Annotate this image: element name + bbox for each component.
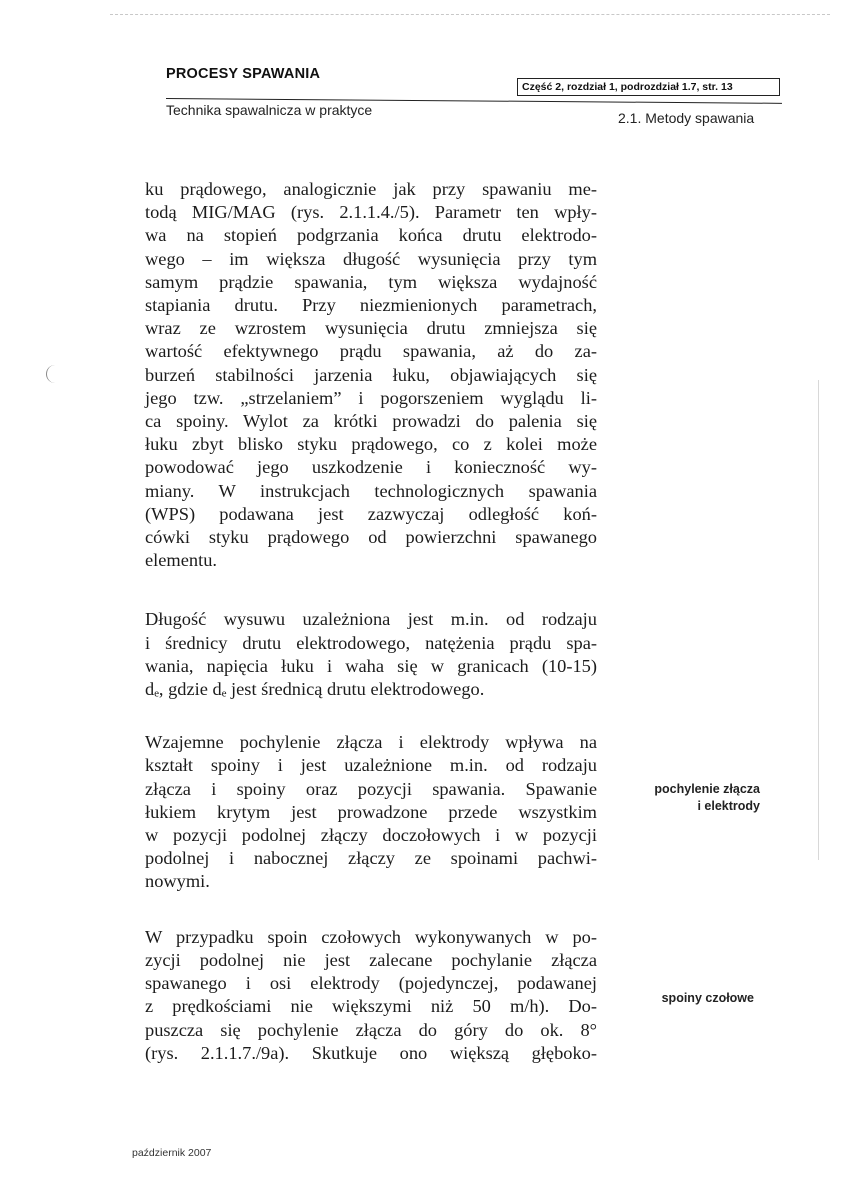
text-line: Długość wysuwu uzależniona jest m.in. od rodzaju <box>145 609 597 630</box>
text-line: z prędkościami nie większymi niż 50 m/h). Do- <box>145 996 597 1017</box>
paragraph-butt-welds <box>145 926 597 1065</box>
scan-artifact-line <box>110 14 830 15</box>
text-line: kształt spoiny i jest uzależnione m.in. od rodzaju <box>145 755 597 776</box>
section-reference-box: Część 2, rozdział 1, podrozdział 1.7, str. 13 <box>517 78 780 96</box>
text-line: wraz ze wzrostem wysunięcia drutu zmniejsza się <box>145 318 597 339</box>
text-line: dₑ, gdzie dₑ jest średnicą drutu elektrodowego. <box>145 679 485 700</box>
footer-date: październik 2007 <box>132 1147 212 1159</box>
text-line: łukiem krytym jest prowadzone przede wszystkim <box>145 801 597 822</box>
text-line: stapiania drutu. Przy niezmienionych parametrach, <box>145 295 597 316</box>
text-line: powodować jego uszkodzenie i konieczność wy- <box>145 457 597 478</box>
text-line: todą MIG/MAG (rys. 2.1.1.4./5). Parametr ten wpły- <box>145 202 597 223</box>
text-line: złącza i spoiny oraz pozycji spawania. Spawanie <box>145 778 597 799</box>
text-line: zycji podolnej nie jest zalecane pochylanie złącza <box>145 949 597 970</box>
side-note-butt-welds <box>620 990 754 1007</box>
text-line: w pozycji podolnej złączy doczołowych i w pozycji <box>145 825 597 846</box>
text-line: wartość efektywnego prądu spawania, aż do za- <box>145 341 597 362</box>
text-line: miany. W instrukcjach technologicznych spawania <box>145 480 597 501</box>
text-line: jego tzw. „strzelaniem” i pogorszeniem wyglądu li- <box>145 387 597 408</box>
text-line: wania, napięcia łuku i waha się w granicach (10-15) <box>145 655 597 676</box>
scan-edge-line <box>818 380 819 860</box>
side-note-line: spoiny czołowe <box>661 991 754 1005</box>
paragraph-wire-extension <box>145 178 597 572</box>
margin-mark <box>46 365 57 383</box>
paragraph-joint-inclination <box>145 731 597 893</box>
book-title: Technika spawalnicza w praktyce <box>166 102 373 118</box>
text-line: Wzajemne pochylenie złącza i elektrody wpływa na <box>145 732 597 753</box>
text-line: cówki styku prądowego od powierzchni spawanego <box>145 527 597 548</box>
text-line: samym prądzie spawania, tym większa wydajność <box>145 271 597 292</box>
text-line: (rys. 2.1.1.7./9a). Skutkuje ono większą głęboko- <box>145 1042 597 1063</box>
text-line: i średnicy drutu elektrodowego, natężenia prądu spa- <box>145 632 597 653</box>
side-note-joint-inclination <box>620 781 760 815</box>
side-note-line: i elektrody <box>697 799 760 813</box>
text-line: podolnej i nabocznej złączy ze spoinami pachwi- <box>145 848 597 869</box>
text-line: spawanego i osi elektrody (pojedynczej, podawanej <box>145 973 597 994</box>
text-line: burzeń stabilności jarzenia łuku, objawiających się <box>145 364 597 385</box>
text-line: wego – im większa długość wysunięcia przy tym <box>145 248 597 269</box>
body-text <box>145 178 597 1065</box>
text-line: ca spoiny. Wylot za krótki prowadzi do palenia się <box>145 411 597 432</box>
text-line: puszcza się pochylenie złącza do góry do ok. 8° <box>145 1019 597 1040</box>
text-line: (WPS) podawana jest zazwyczaj odległość koń- <box>145 503 597 524</box>
text-line: nowymi. <box>145 871 210 892</box>
text-line: elementu. <box>145 550 218 571</box>
text-line: ku prądowego, analogicznie jak przy spawaniu me- <box>145 179 597 199</box>
chapter-title: 2.1. Metody spawania <box>618 110 755 126</box>
paragraph-extension-length <box>145 608 597 701</box>
text-line: W przypadku spoin czołowych wykonywanych w po- <box>145 926 597 947</box>
text-line: wa na stopień podgrzania końca drutu elektrodo- <box>145 225 597 246</box>
side-note-line: pochylenie złącza <box>654 782 760 796</box>
text-line: łuku zbyt blisko styku prądowego, co z kolei może <box>145 434 597 455</box>
header-title: PROCESY SPAWANIA <box>166 66 321 82</box>
